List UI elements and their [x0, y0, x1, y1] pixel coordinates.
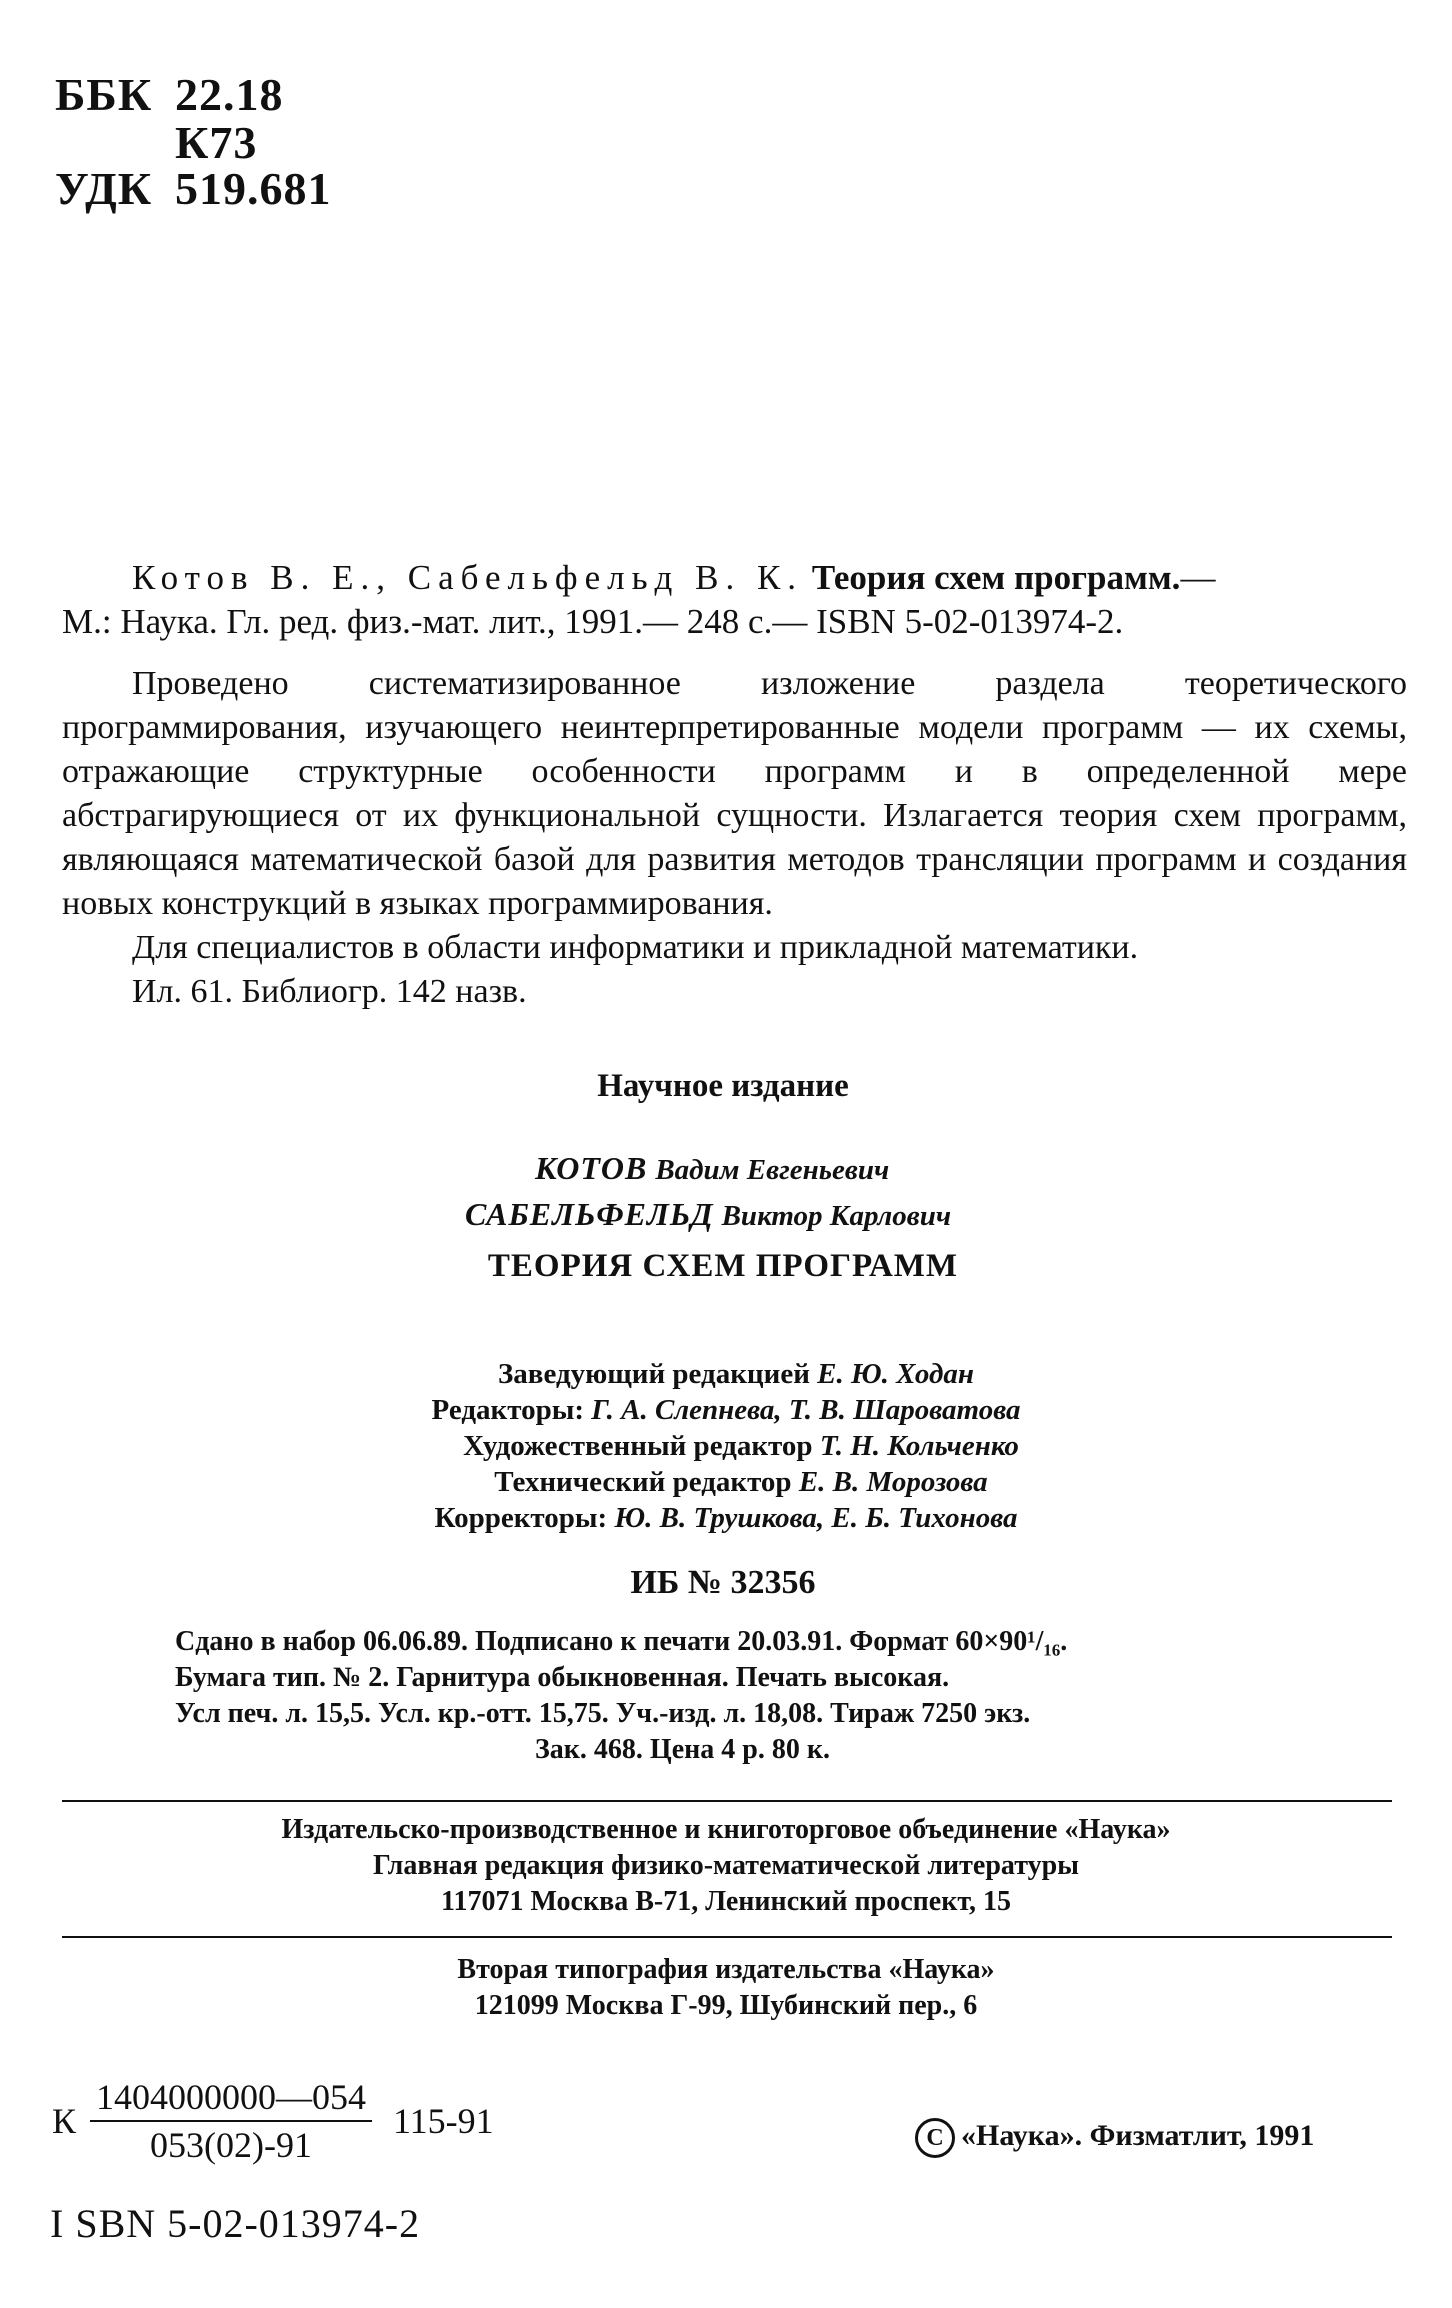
abstract: [62, 662, 1407, 1014]
catalog-prefix: К: [52, 2101, 77, 2141]
publisher-block: [0, 1812, 1452, 1920]
publisher-line: Издательско-производственное и книготорговое объединение «Наука»: [281, 1814, 1171, 1845]
abstract-paragraph: Проведено систематизированное изложение раздела теоретического программирования, изучающего неинтерпретированные модели программ — их схемы, отражающие структурные особенности программ и в определенной мере абстрагирующиеся от их функциональной сущности. Излагается теория схем программ, являющаяся математической базой для развития методов трансляции программ и создания новых конструкций в языках программирования.: [62, 665, 1407, 922]
tech-line: Усл печ. л. 15,5. Усл. кр.-отт. 15,75. Уч.-изд. л. 18,08. Тираж 7250 экз.: [175, 1698, 1031, 1729]
publisher-line: Главная редакция физико-математической литературы: [372, 1850, 1080, 1881]
tech-line: Зак. 468. Цена 4 р. 80 к.: [535, 1734, 830, 1765]
bbk-label: ББК: [55, 69, 153, 120]
ib-number: ИБ № 32356: [630, 1564, 816, 1601]
author-mark: К73: [175, 117, 258, 168]
author-2: [465, 1192, 951, 1238]
author-2-given: Виктор Карлович: [721, 1200, 952, 1232]
bib-dash: —: [1180, 558, 1216, 597]
catalog-suffix: 115-91: [393, 2101, 494, 2141]
bib-authors: Котов В. Е., Сабельфельд В. К.: [132, 558, 804, 597]
bib-title: Теория схем программ.: [811, 558, 1181, 597]
abstract-audience: Для специалистов в области информатики и прикладной математики.: [132, 929, 1139, 966]
divider: [62, 1800, 1392, 1802]
edition-type: Научное издание: [597, 1068, 849, 1104]
technical-data: [175, 1624, 1067, 1768]
staff-line: Заведующий редакцией Е. Ю. Ходан: [497, 1358, 975, 1390]
udk-label: УДК: [55, 163, 153, 214]
staff-line: Художественный редактор Т. Н. Кольченко: [463, 1430, 1019, 1462]
catalog-fraction: [90, 2076, 372, 2166]
book-title: ТЕОРИЯ СХЕМ ПРОГРАММ: [487, 1248, 959, 1284]
author-1-given: Вадим Евгеньевич: [655, 1154, 890, 1186]
authors-full: [465, 1146, 951, 1238]
printer-line: 121099 Москва Г-99, Шубинский пер., 6: [474, 1990, 978, 2021]
bib-imprint: М.: Наука. Гл. ред. физ.-мат. лит., 1991.— 248 с.— ISBN 5-02-013974-2.: [62, 601, 1124, 641]
printer-line: Вторая типография издательства «Наука»: [457, 1954, 995, 1985]
copyright-icon: C: [915, 2118, 955, 2158]
author-1: [465, 1146, 951, 1192]
catalog-denominator: 053(02)-91: [150, 2125, 312, 2165]
printer-block: [0, 1952, 1452, 2024]
publisher-line: 117071 Москва В-71, Ленинский проспект, 15: [441, 1886, 1011, 1917]
tech-line: Сдано в набор 06.06.89. Подписано к печати 20.03.91. Формат 60×90¹/₁₆.: [175, 1626, 1068, 1657]
isbn-footer: I SBN 5-02-013974-2: [50, 2201, 421, 2246]
staff-line: Редакторы: Г. А. Слепнева, Т. В. Шароватова: [431, 1394, 1021, 1426]
author-1-surname: КОТОВ: [535, 1150, 648, 1186]
bbk-value: 22.18: [175, 69, 284, 120]
udk-value: 519.681: [175, 163, 332, 214]
staff-line: Корректоры: Ю. В. Трушкова, Е. Б. Тихонова: [434, 1502, 1018, 1534]
abstract-illustrations: Ил. 61. Библиогр. 142 назв.: [132, 973, 527, 1010]
catalog-numerator: 1404000000—054: [90, 2076, 372, 2122]
copyright: [915, 2118, 1314, 2158]
catalog-code: [52, 2076, 494, 2166]
author-2-surname: САБЕЛЬФЕЛЬД: [465, 1196, 714, 1232]
bibliographic-record: [62, 556, 1402, 644]
tech-line: Бумага тип. № 2. Гарнитура обыкновенная. Печать высокая.: [175, 1662, 950, 1693]
divider: [62, 1936, 1392, 1938]
staff-line: Технический редактор Е. В. Морозова: [494, 1466, 988, 1498]
editorial-staff: [0, 1356, 1452, 1536]
copyright-text: «Наука». Физматлит, 1991: [961, 2118, 1315, 2152]
